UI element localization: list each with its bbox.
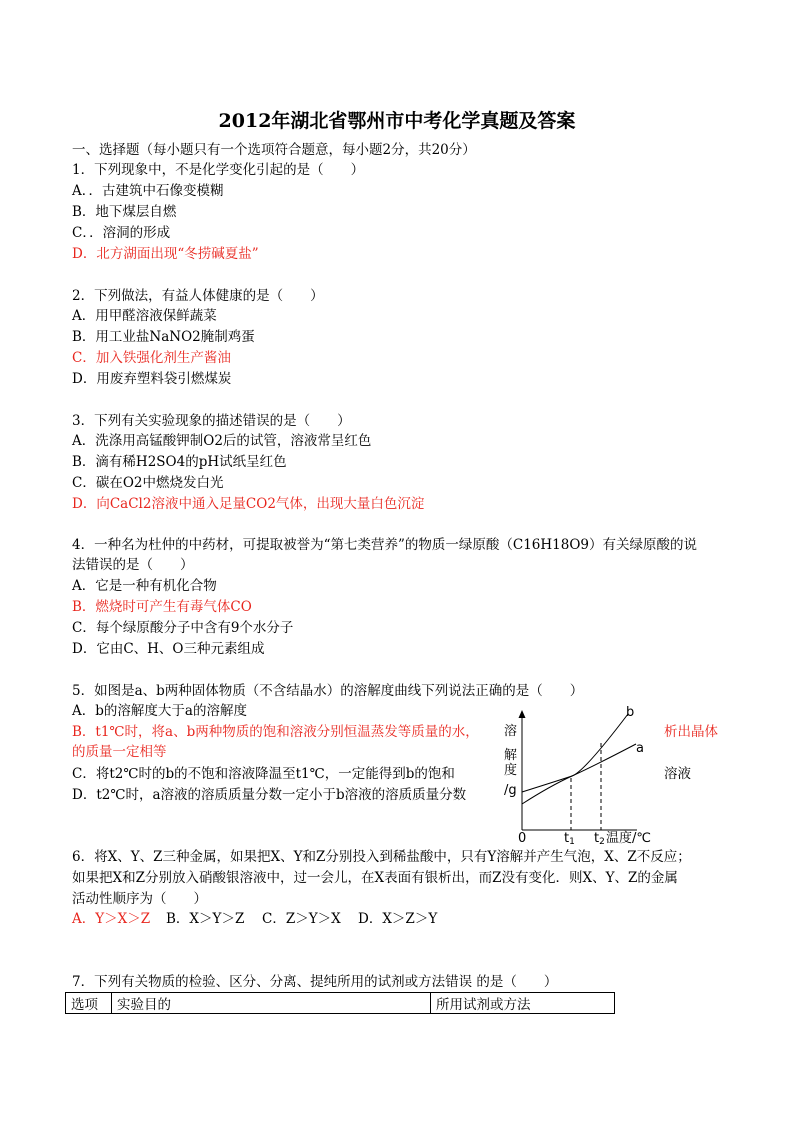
q7-stem: 7．下列有关物质的检验、区分、分离、提纯所用的试剂或方法错误 的是（ ）	[72, 974, 558, 990]
q5-option-b-line2: 的质量一定相等	[72, 744, 167, 760]
curve-b-label: b	[626, 705, 635, 720]
curve-a-label: a	[636, 741, 644, 756]
q1-stem: 1．下列现象中，不是化学变化引起的是（ ）	[72, 162, 365, 178]
q6-options	[72, 910, 437, 928]
q1-option-d-answer: D．北方湖面出现“冬捞碱夏盐”	[72, 246, 259, 262]
q5-option-a: A．b的溶解度大于a的溶解度	[72, 703, 247, 719]
q2-option-b: B．用工业盐NaNO2腌制鸡蛋	[72, 329, 255, 345]
q1-option-a: A．．古建筑中石像变模糊	[72, 183, 224, 199]
q6-stem-line1: 6．将X、Y、Z三种金属，如果把X、Y和Z分别投入到稀盐酸中，只有Y溶解并产生气泡，X、Z不反应；	[72, 849, 691, 865]
y-label-2: 解	[504, 748, 518, 763]
y-label-4: /g	[504, 783, 517, 798]
x-axis-label: 温度/℃	[606, 831, 651, 844]
table-header-row	[66, 993, 615, 1014]
q3-option-b: B．滴有稀H2SO4的pH试纸呈红色	[72, 454, 287, 470]
section-heading: 一、选择题（每小题只有一个选项符合题意，每小题2分，共20分）	[72, 142, 476, 158]
q3-stem: 3．下列有关实验现象的描述错误的是（ ）	[72, 413, 351, 429]
q1-option-c: C．．溶洞的形成	[72, 225, 171, 241]
solubility-curve-graph	[500, 702, 660, 844]
page-title: 2012年湖北省鄂州市中考化学真题及答案	[218, 110, 576, 132]
q4-stem-line2: 法错误的是（ ）	[72, 557, 194, 573]
q4-option-a: A．它是一种有机化合物	[72, 578, 217, 594]
q5-option-d: D．t2℃时，a溶液的溶质质量分数一定小于b溶液的溶质质量分数	[72, 787, 467, 803]
q5-option-c: C．将t2℃时的b的不饱和溶液降温至t1℃，一定能得到b的饱和	[72, 766, 455, 782]
t1-label-sub: 1	[569, 837, 575, 844]
origin-label: 0	[518, 831, 527, 844]
q2-option-d: D．用废弃塑料袋引燃煤炭	[72, 371, 232, 387]
q6-stem-line2: 如果把X和Z分别放入硝酸银溶液中，过一会儿，在X表面有银析出，而Z没有变化．则X、Y、Z的金属	[72, 870, 678, 886]
y-label-1: 溶	[504, 724, 518, 739]
table-header-method: 所用试剂或方法	[431, 993, 615, 1014]
t2-label-t: t	[594, 831, 600, 844]
q4-option-b-answer: B．燃烧时可产生有毒气体CO	[72, 599, 252, 615]
q6-option-b: B．X＞Y＞Z	[166, 911, 245, 927]
q4-option-c: C．每个绿原酸分子中含有9个水分子	[72, 620, 294, 636]
curve-a	[522, 744, 636, 804]
y-label-3: 度	[504, 763, 518, 778]
q6-option-a-answer: A．Y＞X＞Z	[72, 911, 151, 927]
t2-label-sub: 2	[599, 837, 605, 844]
t1-label	[564, 831, 575, 844]
q5-option-b-answer: B．t1℃时，将a、b两种物质的饱和溶液分别恒温蒸发等质量的水，	[72, 724, 479, 740]
t2-label	[594, 831, 605, 844]
q5-stem: 5．如图是a、b两种固体物质（不含结晶水）的溶解度曲线下列说法正确的是（ ）	[72, 683, 584, 699]
q4-option-d: D．它由C、H、O三种元素组成	[72, 641, 265, 657]
t1-label-t: t	[564, 831, 570, 844]
q1-option-b: B．地下煤层自燃	[72, 204, 177, 220]
q3-option-a: A．洗涤用高锰酸钾制O2后的试管，溶液常呈红色	[72, 433, 372, 449]
q6-option-d: D．X＞Z＞Y	[358, 911, 438, 927]
q4-stem-line1: 4．一种名为杜仲的中药材，可提取被誉为“第七类营养”的物质一绿原酸（C16H18O9）有关绿原酸的说	[72, 537, 698, 553]
table-header-purpose: 实验目的	[112, 993, 431, 1014]
curve-b	[522, 714, 628, 792]
q6-stem-line3: 活动性顺序为（ ）	[72, 891, 207, 907]
q3-option-d-answer: D．向CaCl2溶液中通入足量CO2气体，出现大量白色沉淀	[72, 496, 425, 512]
y-axis-arrow	[519, 710, 526, 718]
q5-option-b-tail: 析出晶体	[664, 724, 718, 740]
q2-stem: 2．下列做法，有益人体健康的是（ ）	[72, 288, 324, 304]
q2-option-a: A．用甲醛溶液保鲜蔬菜	[72, 308, 217, 324]
q6-option-c: C．Z＞Y＞X	[262, 911, 341, 927]
q7-table	[65, 992, 615, 1014]
q2-option-c-answer: C．加入铁强化剂生产酱油	[72, 350, 231, 366]
q3-option-c: C．碳在O2中燃烧发白光	[72, 475, 224, 491]
table-header-option: 选项	[66, 993, 112, 1014]
q5-option-c-tail: 溶液	[664, 766, 691, 782]
